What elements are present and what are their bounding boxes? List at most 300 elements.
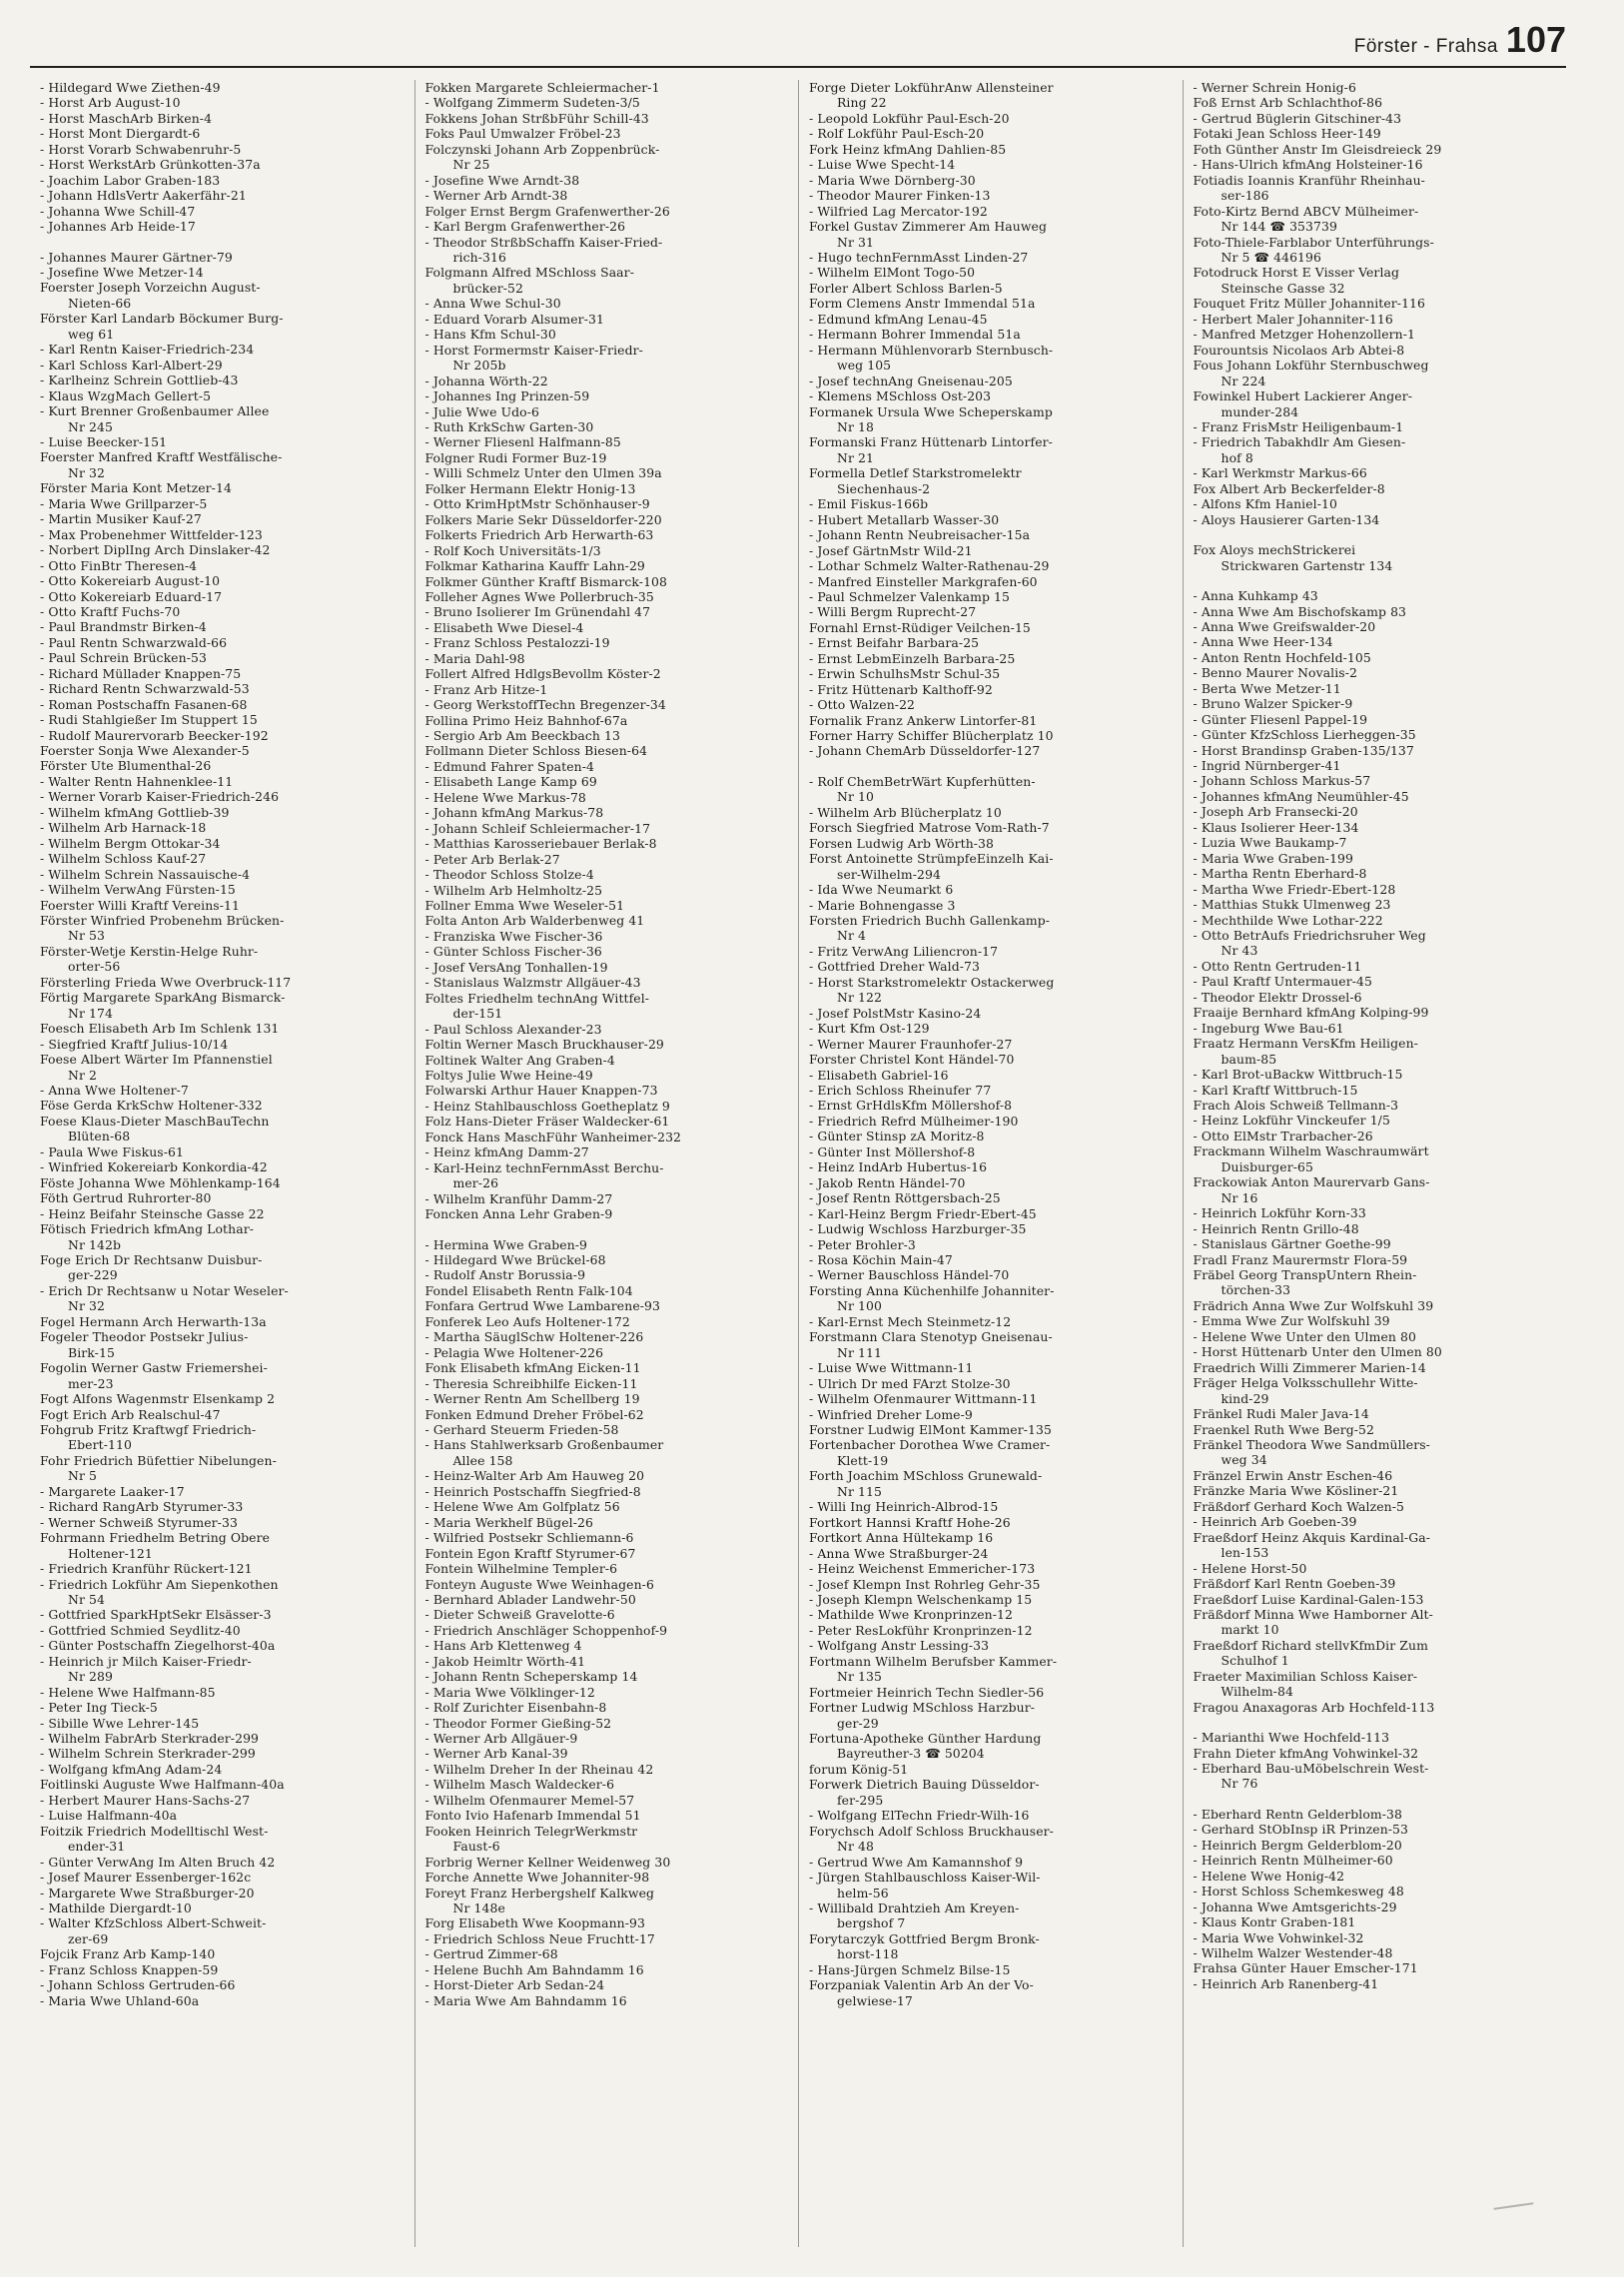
directory-entry: - Kurt Kfm Ost-129 <box>809 1021 930 1037</box>
directory-entry: ger-229 <box>68 1267 118 1283</box>
directory-entry: brücker-52 <box>452 280 523 296</box>
directory-entry: - Karl Bergm Grafenwerther-26 <box>424 219 626 235</box>
directory-entry: - Erwin SchulhsMstr Schul-35 <box>809 666 1001 682</box>
running-head: Förster - Frahsa <box>1353 36 1498 57</box>
directory-entry: - Johann Rentn Neubreisacher-15a <box>809 527 1031 543</box>
directory-entry: - Stanislaus Walzmstr Allgäuer-43 <box>424 975 641 991</box>
directory-entry: Fräbel Georg TranspUntern Rhein- <box>1193 1266 1417 1282</box>
directory-entry: - Peter Ing Tieck-5 <box>40 1700 158 1716</box>
directory-entry: Fortmann Wilhelm Berufsber Kammer- <box>809 1653 1058 1669</box>
directory-entry: Folgner Rudi Former Buz-19 <box>424 449 607 465</box>
directory-entry: - Peter Brohler-3 <box>809 1236 916 1252</box>
directory-entry: - Otto KrimHptMstr Schönhauser-9 <box>424 496 650 512</box>
directory-entry: - Wilhelm Arb Blücherplatz 10 <box>809 804 1002 820</box>
directory-entry: Nr 224 <box>1220 373 1266 388</box>
directory-entry: - Margarete Laaker-17 <box>40 1483 185 1499</box>
directory-entry: Nr 135 <box>837 1669 882 1685</box>
directory-entry: Fränkel Theodora Wwe Sandmüllers- <box>1193 1436 1430 1452</box>
directory-entry: Nr 144 ☎ 353739 <box>1220 219 1337 235</box>
directory-entry: Frackowiak Anton Maurervarb Gans- <box>1193 1174 1430 1190</box>
directory-entry: - Rolf Koch Universitäts-1/3 <box>424 542 601 558</box>
directory-entry: Fonk Elisabeth kfmAng Eicken-11 <box>424 1360 641 1376</box>
directory-entry: - Josef VersAng Tonhallen-19 <box>424 959 608 975</box>
directory-entry: - Horst Mont Diergardt-6 <box>40 126 201 142</box>
directory-entry: - Martin Musiker Kauf-27 <box>40 511 202 527</box>
directory-entry: Folleher Agnes Wwe Pollerbruch-35 <box>424 588 654 604</box>
directory-entry: Fotodruck Horst E Visser Verlag <box>1193 265 1400 281</box>
directory-entry: - Wilhelm Schrein Sterkrader-299 <box>40 1746 256 1762</box>
directory-entry: Birk-15 <box>68 1344 115 1360</box>
directory-entry: Forytarczyk Gottfried Bergm Bronk- <box>809 1930 1040 1946</box>
directory-entry: - Jakob Heimltr Wörth-41 <box>424 1653 586 1669</box>
directory-entry: - Edmund kfmAng Lenau-45 <box>809 311 988 327</box>
directory-entry: - Friedrich Tabakhdlr Am Giesen- <box>1193 434 1406 450</box>
directory-entry: Frackmann Wilhelm Waschraumwärt <box>1193 1143 1429 1159</box>
directory-entry: - Helene Horst-50 <box>1193 1560 1307 1576</box>
directory-entry: Fox Albert Arb Beckerfelder-8 <box>1193 480 1385 496</box>
directory-entry: - Maria Wwe Uhland-60a <box>40 1992 200 2008</box>
directory-entry: Fraatz Hermann VersKfm Heiligen- <box>1193 1036 1418 1052</box>
directory-entry: - Theodor Maurer Finken-13 <box>809 188 991 204</box>
directory-entry: - Eberhard Bau-uMöbelschrein West- <box>1193 1761 1429 1777</box>
directory-entry: Fokkens Johan StrßbFühr Schill-43 <box>424 110 649 126</box>
directory-entry: weg 61 <box>68 326 115 342</box>
directory-entry: Fogolin Werner Gastw Friemershei- <box>40 1360 268 1376</box>
directory-entry: Nr 5 <box>68 1468 97 1484</box>
directory-entry: - Horst Hüttenarb Unter den Ulmen 80 <box>1193 1344 1442 1360</box>
directory-entry: - Theodor Former Gießing-52 <box>424 1715 612 1731</box>
directory-entry: - Rudolf Maurervorarb Beecker-192 <box>40 727 269 743</box>
directory-entry: Forzpaniak Valentin Arb An der Vo- <box>809 1977 1034 1993</box>
directory-entry: Fohrmann Friedhelm Betring Obere <box>40 1530 271 1546</box>
directory-entry: - Friedrich Kranführ Rückert-121 <box>40 1561 253 1577</box>
directory-entry: - Franz FrisMstr Heiligenbaum-1 <box>1193 418 1404 434</box>
directory-entry: Fortkort Anna Hültekamp 16 <box>809 1530 994 1546</box>
directory-entry: - Helene Wwe Markus-78 <box>424 789 586 805</box>
directory-entry: Fortuna-Apotheke Günther Hardung <box>809 1731 1042 1747</box>
directory-entry: - Karl-Heinz Bergm Friedr-Ebert-45 <box>809 1205 1037 1221</box>
directory-entry: - Otto Kokereiarb Eduard-17 <box>40 588 223 604</box>
directory-entry: - Maria Wwe Dörnberg-30 <box>809 172 976 188</box>
directory-entry: - Erich Schloss Rheinufer 77 <box>809 1083 992 1098</box>
directory-entry: Nr 53 <box>68 928 105 944</box>
directory-entry: - Ingrid Nürnberger-41 <box>1193 758 1341 774</box>
directory-entry: Fötisch Friedrich kfmAng Lothar- <box>40 1221 255 1237</box>
directory-entry: Nr 142b <box>68 1236 121 1252</box>
directory-entry: Fraeßdorf Heinz Akquis Kardinal-Ga- <box>1193 1529 1430 1545</box>
directory-entry: - Hildegard Wwe Ziethen-49 <box>40 80 221 95</box>
directory-entry: Klett-19 <box>837 1452 889 1468</box>
directory-entry: Foks Paul Umwalzer Fröbel-23 <box>424 126 621 142</box>
directory-entry: Fränkel Rudi Maler Java-14 <box>1193 1406 1369 1422</box>
directory-entry: - Klemens MSchloss Ost-203 <box>809 388 992 404</box>
directory-entry: - Friedrich Schloss Neue Fruchtt-17 <box>424 1930 655 1946</box>
directory-entry: - Heinz Stahlbauschloss Goetheplatz 9 <box>424 1098 670 1114</box>
directory-entry: - Hugo technFernmAsst Linden-27 <box>809 249 1029 265</box>
directory-entry: Forth Joachim MSchloss Grunewald- <box>809 1468 1043 1484</box>
directory-entry: - Theodor Schloss Stolze-4 <box>424 867 594 883</box>
directory-entry: - Maria Werkhelf Bügel-26 <box>424 1514 593 1530</box>
directory-entry: - Emma Wwe Zur Wolfskuhl 39 <box>1193 1313 1390 1329</box>
directory-entry: - Heinz Beifahr Steinsche Gasse 22 <box>40 1205 265 1221</box>
directory-entry: Fräger Helga Volksschullehr Witte- <box>1193 1375 1418 1391</box>
directory-entry: - Berta Wwe Metzer-11 <box>1193 680 1341 696</box>
directory-entry: Foß Ernst Arb Schlachthof-86 <box>1193 95 1383 111</box>
directory-entry: Fränzke Maria Wwe Kösliner-21 <box>1193 1483 1399 1499</box>
directory-entry: - Anna Wwe Greifswalder-20 <box>1193 618 1376 634</box>
directory-entry: Frach Alois Schweiß Tellmann-3 <box>1193 1098 1399 1113</box>
directory-entry: Wilhelm-84 <box>1220 1684 1293 1700</box>
directory-entry: Ring 22 <box>837 95 887 111</box>
directory-entry: - Fritz Hüttenarb Kalthoff-92 <box>809 681 993 697</box>
directory-entry: - Josefine Wwe Metzer-14 <box>40 264 204 280</box>
directory-entry: Foto-Thiele-Farblabor Unterführungs- <box>1193 234 1434 250</box>
directory-entry: Fonto Ivio Hafenarb Immendal 51 <box>424 1808 641 1824</box>
directory-entry: - Joachim Labor Graben-183 <box>40 172 221 188</box>
directory-entry: Frädrich Anna Wwe Zur Wolfskuhl 39 <box>1193 1297 1434 1313</box>
directory-entry: - Bruno Isolierer Im Grünendahl 47 <box>424 604 651 620</box>
directory-entry: Folta Anton Arb Walderbenweg 41 <box>424 913 645 929</box>
directory-entry: - Winfried Kokereiarb Konkordia-42 <box>40 1159 268 1175</box>
directory-entry: - Otto Rentn Gertruden-11 <box>1193 958 1362 974</box>
directory-entry: Förster Maria Kont Metzer-14 <box>40 480 232 496</box>
page-number: 107 <box>1505 19 1566 60</box>
directory-entry: Foitlinski Auguste Wwe Halfmann-40a <box>40 1777 285 1793</box>
directory-entry: munder-284 <box>1220 403 1299 419</box>
directory-entry: - Wilhelm Schrein Nassauische-4 <box>40 866 251 882</box>
directory-entry: helm-56 <box>837 1885 889 1900</box>
directory-entry: - Paul Kraftf Untermauer-45 <box>1193 974 1373 990</box>
directory-entry: Folkmer Günther Kraftf Bismarck-108 <box>424 573 668 589</box>
directory-entry: Foerster Sonja Wwe Alexander-5 <box>40 743 250 759</box>
directory-entry: Fogt Alfons Wagenmstr Elsenkamp 2 <box>40 1391 276 1407</box>
directory-entry: Forche Annette Wwe Johanniter-98 <box>424 1870 650 1886</box>
directory-entry: - Werner Schrein Honig-6 <box>1193 80 1356 95</box>
directory-entry: - Willi Ing Heinrich-Albrod-15 <box>809 1499 999 1515</box>
directory-entry: - Rolf Lokführ Paul-Esch-20 <box>809 126 985 142</box>
directory-entry: bergshof 7 <box>837 1915 906 1931</box>
directory-entry: - Gertrud Zimmer-68 <box>424 1946 558 1962</box>
directory-entry: Fonken Edmund Dreher Fröbel-62 <box>424 1406 644 1422</box>
directory-entry: - Maria Wwe Völklinger-12 <box>424 1684 595 1700</box>
directory-entry: - Josef Klempn Inst Rohrleg Gehr-35 <box>809 1576 1041 1592</box>
directory-entry: Folker Hermann Elektr Honig-13 <box>424 480 636 496</box>
directory-entry: - Heinrich Rentn Grillo-48 <box>1193 1220 1359 1236</box>
directory-entry: - Johannes Ing Prinzen-59 <box>424 388 590 404</box>
directory-entry: Fraaije Bernhard kfmAng Kolping-99 <box>1193 1005 1429 1021</box>
directory-entry: Ebert-110 <box>68 1437 132 1453</box>
directory-entry: - Jakob Rentn Händel-70 <box>809 1174 966 1190</box>
directory-entry: - Wilfried Postsekr Schliemann-6 <box>424 1530 634 1546</box>
directory-entry: Nr 25 <box>452 157 490 173</box>
directory-entry: - Herbert Maurer Hans-Sachs-27 <box>40 1792 251 1808</box>
directory-entry: - Bernhard Ablader Landwehr-50 <box>424 1591 636 1607</box>
directory-entry: - Rolf ChemBetrWärt Kupferhütten- <box>809 773 1036 789</box>
directory-entry: - Friedrich Refrd Mülheimer-190 <box>809 1113 1019 1129</box>
directory-entry: - Karl Werkmstr Markus-66 <box>1193 465 1367 481</box>
directory-entry: ender-31 <box>68 1839 126 1855</box>
directory-entry: - Wilhelm VerwAng Fürsten-15 <box>40 882 236 898</box>
directory-entry: - Sibille Wwe Lehrer-145 <box>40 1715 200 1731</box>
directory-entry: Förtig Margarete SparkAng Bismarck- <box>40 990 286 1006</box>
directory-entry: - Wolfgang ElTechn Friedr-Wilh-16 <box>809 1808 1030 1824</box>
directory-entry: - Gottfried SparkHptSekr Elsässer-3 <box>40 1607 272 1623</box>
directory-entry: - Johanna Wwe Schill-47 <box>40 203 196 219</box>
directory-entry: - Karl-Heinz technFernmAsst Berchu- <box>424 1159 664 1175</box>
directory-entry: - Ingeburg Wwe Bau-61 <box>1193 1020 1344 1036</box>
directory-entry: Fraeßdorf Richard stellvKfmDir Zum <box>1193 1637 1428 1653</box>
directory-entry: - Wilhelm Kranführ Damm-27 <box>424 1190 613 1206</box>
directory-entry: Duisburger-65 <box>1220 1158 1314 1174</box>
directory-entry: - Johann Schloss Gertruden-66 <box>40 1977 236 1993</box>
directory-entry: Foese Klaus-Dieter MaschBauTechn <box>40 1113 270 1129</box>
directory-entry: - Lothar Schmelz Walter-Rathenau-29 <box>809 558 1050 574</box>
directory-entry: - Hans-Ulrich kfmAng Holsteiner-16 <box>1193 157 1423 173</box>
directory-entry: - Josefine Wwe Arndt-38 <box>424 172 580 188</box>
directory-entry: Forstmann Clara Stenotyp Gneisenau- <box>809 1329 1053 1345</box>
directory-entry: Nr 122 <box>837 990 882 1006</box>
directory-entry: Forsting Anna Küchenhilfe Johanniter- <box>809 1282 1055 1298</box>
directory-columns <box>30 80 1566 2247</box>
directory-entry: orter-56 <box>68 959 121 975</box>
directory-entry: - Anna Wwe Holtener-7 <box>40 1083 189 1098</box>
directory-column-1 <box>30 80 414 2247</box>
directory-entry: - Walter KfzSchloss Albert-Schweit- <box>40 1915 267 1931</box>
directory-entry: - Luise Beecker-151 <box>40 433 168 449</box>
directory-entry: - Wolfgang Zimmerm Sudeten-3/5 <box>424 95 640 111</box>
directory-entry: - Richard Müllader Knappen-75 <box>40 665 242 681</box>
directory-entry: - Martha SäuglSchw Holtener-226 <box>424 1329 644 1345</box>
directory-entry: - Hans Arb Klettenweg 4 <box>424 1638 582 1654</box>
directory-entry: - Horst Schloss Schemkesweg 48 <box>1193 1884 1404 1899</box>
directory-entry: - Wilhelm Walzer Westender-48 <box>1193 1945 1393 1961</box>
directory-entry: Fogt Erich Arb Realschul-47 <box>40 1406 221 1422</box>
directory-entry: Föth Gertrud Ruhrorter-80 <box>40 1190 212 1206</box>
directory-entry: - Werner Bauschloss Händel-70 <box>809 1267 1010 1283</box>
directory-entry: - Helene Wwe Am Golfplatz 56 <box>424 1499 620 1515</box>
directory-entry: Fooken Heinrich TelegrWerkmstr <box>424 1823 638 1839</box>
directory-entry: - Josef Maurer Essenberger-162c <box>40 1870 252 1886</box>
directory-entry: Fonferek Leo Aufs Holtener-172 <box>424 1313 630 1329</box>
directory-entry: - Edmund Fahrer Spaten-4 <box>424 758 594 774</box>
directory-entry: fer-295 <box>837 1792 884 1808</box>
directory-entry: Fornalik Franz Ankerw Lintorfer-81 <box>809 712 1038 728</box>
directory-entry: - Siegfried Kraftf Julius-10/14 <box>40 1036 229 1052</box>
directory-entry: Nr 111 <box>837 1344 882 1360</box>
directory-entry: - Manfred Einsteller Markgrafen-60 <box>809 573 1038 589</box>
directory-entry: Foltin Werner Masch Bruckhauser-29 <box>424 1037 664 1053</box>
directory-entry: Nr 100 <box>837 1298 882 1314</box>
directory-entry: - Johann Schleif Schleiermacher-17 <box>424 820 651 836</box>
directory-entry: - Paul Brandmstr Birken-4 <box>40 619 207 635</box>
directory-entry: Fräßdorf Gerhard Koch Walzen-5 <box>1193 1498 1404 1514</box>
directory-entry: - Wilhelm kfmAng Gottlieb-39 <box>40 804 230 820</box>
directory-entry: - Horst WerkstArb Grünkotten-37a <box>40 157 261 173</box>
directory-entry: Forster Christel Kont Händel-70 <box>809 1052 1015 1068</box>
directory-entry: - Willibald Drahtzieh Am Kreyen- <box>809 1900 1020 1916</box>
directory-entry: - Klaus WzgMach Gellert-5 <box>40 387 212 403</box>
directory-entry: - Roman Postschaffn Fasanen-68 <box>40 696 248 712</box>
directory-entry: - Kurt Brenner Großenbaumer Allee <box>40 403 270 419</box>
directory-entry: Fotaki Jean Schloss Heer-149 <box>1193 126 1381 142</box>
directory-entry: hof 8 <box>1220 449 1253 465</box>
directory-entry: Foltes Friedhelm technAng Wittfel- <box>424 990 650 1006</box>
directory-entry: - Heinrich Arb Ranenberg-41 <box>1193 1975 1379 1991</box>
directory-entry: - Wilhelm Dreher In der Rheinau 42 <box>424 1761 654 1777</box>
directory-entry: Forychsch Adolf Schloss Bruckhauser- <box>809 1823 1054 1839</box>
directory-entry: - Wilhelm Ofenmaurer Memel-57 <box>424 1792 635 1808</box>
directory-entry: - Anna Kuhkamp 43 <box>1193 588 1318 604</box>
directory-entry: - Fritz VerwAng Liliencron-17 <box>809 943 999 959</box>
directory-entry: Fowinkel Hubert Lackierer Anger- <box>1193 388 1413 404</box>
directory-entry: - Ulrich Dr med FArzt Stolze-30 <box>809 1375 1011 1391</box>
directory-entry: Follert Alfred HdlgsBevollm Köster-2 <box>424 666 661 682</box>
directory-entry: Formanek Ursula Wwe Scheperskamp <box>809 403 1053 419</box>
directory-entry: - Klaus Isolierer Heer-134 <box>1193 819 1359 835</box>
directory-entry: Nr 10 <box>837 789 874 805</box>
directory-entry: Försterling Frieda Wwe Overbruck-117 <box>40 974 292 990</box>
directory-entry: Nr 5 ☎ 446196 <box>1220 249 1321 265</box>
directory-entry: Schulhof 1 <box>1220 1653 1289 1669</box>
directory-entry: Fradl Franz Maurermstr Flora-59 <box>1193 1251 1408 1267</box>
directory-entry: - Leopold Lokführ Paul-Esch-20 <box>809 110 1010 126</box>
directory-entry: Foltys Julie Wwe Heine-49 <box>424 1068 593 1083</box>
directory-entry: - Julie Wwe Udo-6 <box>424 403 539 419</box>
directory-entry: - Rolf Zurichter Eisenbahn-8 <box>424 1700 607 1716</box>
directory-entry: Fohgrub Fritz Kraftwgf Friedrich- <box>40 1421 257 1437</box>
directory-entry: - Luise Wwe Specht-14 <box>809 157 956 173</box>
directory-entry: Nr 43 <box>1220 943 1258 959</box>
directory-entry: - Helene Wwe Unter den Ulmen 80 <box>1193 1328 1416 1344</box>
directory-entry: - Gottfried Schmied Seydlitz-40 <box>40 1622 241 1638</box>
directory-entry: Formella Detlef Starkstromelektr <box>809 465 1022 481</box>
directory-entry: Nieten-66 <box>68 295 132 311</box>
directory-entry: weg 105 <box>837 358 892 374</box>
directory-entry: - Luise Halfmann-40a <box>40 1808 178 1824</box>
directory-entry: Foesch Elisabeth Arb Im Schlenk 131 <box>40 1021 280 1037</box>
directory-entry: - Ernst Beifahr Barbara-25 <box>809 635 980 651</box>
directory-entry: - Wolfgang kfmAng Adam-24 <box>40 1761 223 1777</box>
directory-entry: - Josef PolstMstr Kasino-24 <box>809 1005 982 1021</box>
directory-entry: - Heinrich Rentn Mülheimer-60 <box>1193 1853 1393 1869</box>
directory-entry: - Joseph Arb Fransecki-20 <box>1193 804 1358 820</box>
directory-entry: Fraedrich Willi Zimmerer Marien-14 <box>1193 1359 1426 1375</box>
directory-entry: - Marianthi Wwe Hochfeld-113 <box>1193 1730 1390 1746</box>
directory-entry: - Werner Arb Kanal-39 <box>424 1746 568 1762</box>
directory-entry: Fontein Wilhelmine Templer-6 <box>424 1561 618 1577</box>
directory-entry: Forner Harry Schiffer Blücherplatz 10 <box>809 728 1054 744</box>
directory-entry: - Karl Rentn Kaiser-Friedrich-234 <box>40 342 255 358</box>
directory-entry: - Franz Arb Hitze-1 <box>424 681 548 697</box>
directory-entry: - Horst Vorarb Schwabenruhr-5 <box>40 141 242 157</box>
directory-entry: Frahsa Günter Hauer Emscher-171 <box>1193 1960 1418 1976</box>
directory-entry: - Wilhelm Masch Waldecker-6 <box>424 1777 615 1793</box>
directory-entry: - Martha Rentn Eberhard-8 <box>1193 866 1367 882</box>
directory-entry: Blüten-68 <box>68 1129 131 1144</box>
directory-entry: - Werner Rentn Am Schellberg 19 <box>424 1391 640 1407</box>
directory-entry: - Werner Fliesenl Halfmann-85 <box>424 434 621 450</box>
directory-entry: - Johannes Maurer Gärtner-79 <box>40 249 233 265</box>
directory-entry: Nr 32 <box>68 1298 105 1314</box>
directory-entry: Förster Ute Blumenthal-26 <box>40 758 212 774</box>
directory-entry: - Wilhelm Schloss Kauf-27 <box>40 851 207 867</box>
directory-entry: - Werner Vorarb Kaiser-Friedrich-246 <box>40 789 280 805</box>
directory-entry: - Theodor Elektr Drossel-6 <box>1193 989 1362 1005</box>
directory-entry: - Luise Wwe Wittmann-11 <box>809 1360 974 1376</box>
directory-entry: - Heinrich Lokführ Korn-33 <box>1193 1205 1366 1221</box>
directory-entry: - Hermann Mühlenvorarb Sternbusch- <box>809 342 1054 358</box>
directory-entry: - Gerhard Steuerm Frieden-58 <box>424 1421 619 1437</box>
directory-entry: - Helene Wwe Honig-42 <box>1193 1868 1345 1884</box>
directory-entry: weg 34 <box>1220 1452 1267 1468</box>
directory-entry: Nr 205b <box>452 358 506 374</box>
directory-entry: Foltinek Walter Ang Graben-4 <box>424 1052 615 1068</box>
directory-entry: - Maria Dahl-98 <box>424 650 525 666</box>
directory-entry: Bayreuther-3 ☎ 50204 <box>837 1746 985 1762</box>
directory-entry: - Paula Wwe Fiskus-61 <box>40 1143 184 1159</box>
directory-entry: Nr 76 <box>1220 1776 1258 1792</box>
directory-entry: - Dieter Schweiß Gravelotte-6 <box>424 1607 615 1623</box>
directory-entry: Allee 158 <box>452 1452 513 1468</box>
directory-entry: - Sergio Arb Am Beeckbach 13 <box>424 728 621 744</box>
directory-entry: - Paul Schloss Alexander-23 <box>424 1021 602 1037</box>
directory-entry: - Hermina Wwe Graben-9 <box>424 1236 588 1252</box>
directory-entry: - Otto Kraftf Fuchs-70 <box>40 603 181 619</box>
directory-entry: - Elisabeth Gabriel-16 <box>809 1067 949 1083</box>
directory-entry: Folkers Marie Sekr Düsseldorfer-220 <box>424 511 662 527</box>
directory-entry: - Otto BetrAufs Friedrichsruher Weg <box>1193 928 1426 944</box>
directory-entry: - Karl Brot-uBackw Wittbruch-15 <box>1193 1067 1403 1083</box>
directory-entry: - Peter Arb Berlak-27 <box>424 851 560 867</box>
directory-entry: - Otto FinBtr Theresen-4 <box>40 557 198 573</box>
directory-entry: - Heinz IndArb Hubertus-16 <box>809 1159 988 1175</box>
directory-entry: Nr 174 <box>68 1005 113 1021</box>
directory-entry: - Pelagia Wwe Holtener-226 <box>424 1344 604 1360</box>
directory-entry: Steinsche Gasse 32 <box>1220 280 1345 296</box>
directory-entry: - Mathilde Diergardt-10 <box>40 1900 192 1916</box>
directory-entry: Nr 18 <box>837 418 874 434</box>
directory-entry: - Otto Walzen-22 <box>809 697 916 713</box>
directory-entry: Fortenbacher Dorothea Wwe Cramer- <box>809 1437 1051 1453</box>
directory-entry: Forst Antoinette StrümpfeEinzelh Kai- <box>809 851 1054 867</box>
directory-entry: Fortmeier Heinrich Techn Siedler-56 <box>809 1684 1045 1700</box>
directory-entry: - Gertrud Wwe Am Kamannshof 9 <box>809 1854 1024 1870</box>
directory-entry: - Horst Brandinsp Graben-135/137 <box>1193 742 1414 758</box>
directory-entry: - Karl Schloss Karl-Albert-29 <box>40 357 223 373</box>
directory-entry: - Heinrich Postschaffn Siegfried-8 <box>424 1483 641 1499</box>
directory-entry: Fraeter Maximilian Schloss Kaiser- <box>1193 1668 1418 1684</box>
directory-entry: mer-23 <box>68 1375 114 1391</box>
directory-entry: - Josef GärtnMstr Wild-21 <box>809 542 973 558</box>
directory-entry: - Norbert DiplIng Arch Dinslaker-42 <box>40 542 271 558</box>
directory-entry: - Johann Rentn Scheperskamp 14 <box>424 1669 638 1685</box>
directory-entry: - Theodor StrßbSchaffn Kaiser-Fried- <box>424 234 663 250</box>
directory-entry: - Willi Bergm Ruprecht-27 <box>809 604 977 620</box>
directory-entry: - Anna Wwe Schul-30 <box>424 296 561 312</box>
directory-entry: - Friedrich Lokführ Am Siepenkothen <box>40 1576 279 1592</box>
directory-entry: - Hildegard Wwe Brückel-68 <box>424 1251 606 1267</box>
directory-entry: Fräßdorf Karl Rentn Goeben-39 <box>1193 1576 1396 1592</box>
directory-entry: - Winfried Dreher Lome-9 <box>809 1406 973 1422</box>
directory-entry: Foerster Joseph Vorzeichn August- <box>40 280 261 296</box>
directory-entry: - Hubert Metallarb Wasser-30 <box>809 511 1000 527</box>
directory-entry: - Karlheinz Schrein Gottlieb-43 <box>40 373 239 388</box>
directory-entry: - Ida Wwe Neumarkt 6 <box>809 882 954 898</box>
directory-entry: - Helene Wwe Halfmann-85 <box>40 1684 216 1700</box>
directory-entry: - Herbert Maler Johanniter-116 <box>1193 311 1393 327</box>
directory-entry: - Ruth KrkSchw Garten-30 <box>424 418 594 434</box>
directory-entry: - Hans Stahlwerksarb Großenbaumer <box>424 1437 664 1453</box>
